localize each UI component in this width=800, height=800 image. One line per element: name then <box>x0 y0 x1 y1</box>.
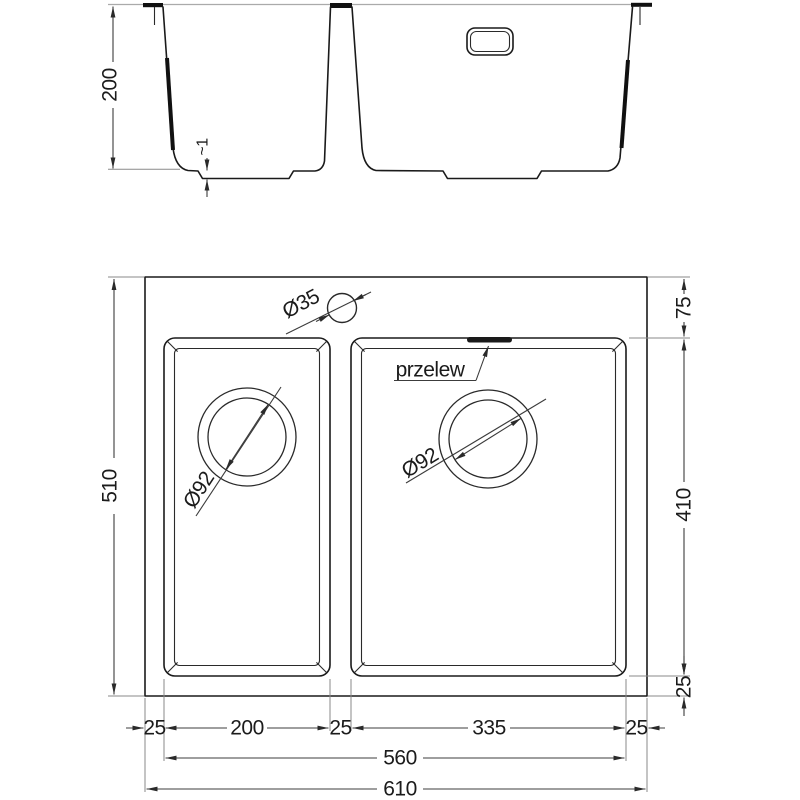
plan-view <box>99 277 696 800</box>
dim-bowl-depth-label: 200 <box>98 68 122 102</box>
dim-row-segments <box>126 717 665 740</box>
dim-overall-depth <box>99 279 122 695</box>
overflow-slot <box>467 337 512 343</box>
dim-faucet-hole-label: Ø35 <box>278 284 324 324</box>
dim-deck-center-label: 25 <box>329 716 352 740</box>
rim-cap-right <box>631 3 652 7</box>
left-bowl-section <box>163 7 331 179</box>
dim-deck-bottom-label: 25 <box>672 675 696 699</box>
wall-pad-right <box>622 60 629 148</box>
dim-overall-width-label: 610 <box>383 777 417 800</box>
dim-faucet-hole <box>279 285 371 334</box>
faucet-hole-circle <box>328 294 357 323</box>
dim-deck-top-label: 75 <box>672 296 696 320</box>
rim-cap-divider <box>330 3 352 8</box>
dim-bowl-inner-depth <box>673 340 696 675</box>
dim-bowls-span-label: 560 <box>383 746 417 770</box>
overflow-opening-inner <box>471 32 510 52</box>
rim-cap-left <box>143 3 163 7</box>
side-elevation-view <box>99 3 653 197</box>
dim-deck-top <box>673 279 696 337</box>
dim-deck-bottom <box>673 656 696 716</box>
dim-bowl-left-width-label: 200 <box>230 716 264 740</box>
dim-deck-right-label: 25 <box>625 716 648 740</box>
dim-bowl-depth <box>99 7 122 169</box>
sink-outline <box>145 277 647 696</box>
dim-overall-depth-label: 510 <box>98 469 122 503</box>
dim-drain-left-label: Ø92 <box>178 467 220 513</box>
right-bowl-plan <box>351 338 626 676</box>
dim-bowls-span <box>166 747 625 770</box>
right-bowl-section <box>352 7 633 179</box>
dim-drain-left <box>179 387 281 516</box>
extension-lines <box>108 277 690 792</box>
dim-bowl-inner-depth-label: 410 <box>672 488 696 522</box>
dim-overall-width <box>147 778 646 800</box>
overflow-label: przelew <box>395 358 465 382</box>
dim-bottom-step-label: ~1 <box>194 138 212 156</box>
overflow-callout <box>394 346 489 382</box>
wall-pad-left <box>167 58 173 150</box>
dim-drain-right <box>398 399 546 483</box>
dim-bowl-right-width-label: 335 <box>472 716 506 740</box>
dim-bottom-step <box>195 138 212 197</box>
dim-deck-left-label: 25 <box>143 716 166 740</box>
dim-drain-right-label: Ø92 <box>397 443 443 483</box>
